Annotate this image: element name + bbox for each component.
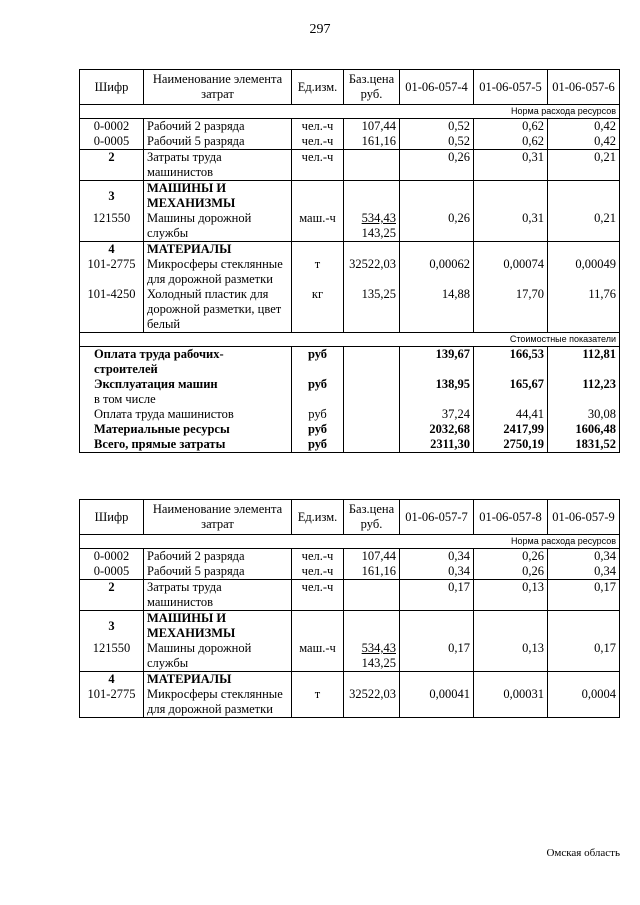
row-value-2: 0,31 [474,211,548,242]
row-code: 0-0005 [80,564,144,580]
row-value-3: 0,34 [548,564,620,580]
row-unit: кг [292,287,344,333]
summary-unit: руб [292,347,344,378]
row-price: 534,43 143,25 [344,211,400,242]
row-price: 32522,03 [344,687,400,718]
row-code: 121550 [80,211,144,242]
row-price: 107,44 [344,549,400,565]
table-row [80,287,620,333]
header-col-2: 01-06-057-5 [474,70,548,105]
row-name: Рабочий 5 разряда [144,564,292,580]
row-name: Затраты труда машинистов [144,150,292,181]
page-number: 297 [309,22,331,37]
summary-name: Оплата труда машинистов [80,407,292,422]
section-row [80,181,620,212]
row-value-2: 0,26 [474,549,548,565]
cost-indicators-row [80,333,620,347]
summary-value-2: 165,67 [474,377,548,407]
row-unit: чел.-ч [292,564,344,580]
section-row [80,672,620,688]
table-row [80,687,620,718]
row-name: Микросферы стеклянные для дорожной разметки [144,687,292,718]
section-title: МАШИНЫ И МЕХАНИЗМЫ [144,181,292,212]
summary-row [80,422,620,437]
header-unit: Ед.изм. [292,500,344,535]
row-value-2: 0,62 [474,119,548,135]
row-value-2: 0,13 [474,580,548,611]
row-value-3: 11,76 [548,287,620,333]
row-price: 135,25 [344,287,400,333]
header-name: Наименование элемента затрат [144,70,292,105]
summary-value-1: 139,67 [400,347,474,378]
section-row [80,242,620,258]
norm-row [80,105,620,119]
header-col-2: 01-06-057-8 [474,500,548,535]
cost-label: Стоимостные показатели [80,333,620,347]
row-code: 121550 [80,641,144,672]
norm-label: Норма расхода ресурсов [80,535,620,549]
table-row [80,119,620,135]
summary-value-3: 1606,48 [548,422,620,437]
row-unit: чел.-ч [292,580,344,611]
row-value-1: 0,17 [400,580,474,611]
row-unit: чел.-ч [292,150,344,181]
norm-row [80,535,620,549]
row-value-1: 0,34 [400,549,474,565]
summary-row [80,437,620,453]
header-unit: Ед.изм. [292,70,344,105]
row-code: 101-2775 [80,687,144,718]
row-code: 0-0002 [80,119,144,135]
summary-value-2: 44,41 [474,407,548,422]
summary-unit: руб [292,377,344,407]
summary-row [80,347,620,378]
row-value-2: 0,00074 [474,257,548,287]
row-value-1: 14,88 [400,287,474,333]
summary-value-3: 1831,52 [548,437,620,453]
row-code: 101-4250 [80,287,144,333]
header-code: Шифр [80,70,144,105]
table-row [80,641,620,672]
row-unit: т [292,257,344,287]
row-name: Рабочий 5 разряда [144,134,292,150]
summary-value-2: 2417,99 [474,422,548,437]
row-code: 0-0005 [80,134,144,150]
row-value-1: 0,52 [400,134,474,150]
table-row [80,257,620,287]
row-unit: т [292,687,344,718]
row-value-1: 0,34 [400,564,474,580]
row-name: Затраты труда машинистов [144,580,292,611]
table-header-row [80,70,620,105]
row-price [344,150,400,181]
row-value-2: 0,13 [474,641,548,672]
section-code: 3 [80,611,144,642]
row-code: 2 [80,150,144,181]
row-name: Машины дорожной службы [144,641,292,672]
section-title: МАТЕРИАЛЫ [144,672,292,688]
row-value-3: 0,00049 [548,257,620,287]
summary-value-1: 2311,30 [400,437,474,453]
row-code: 101-2775 [80,257,144,287]
row-value-2: 0,31 [474,150,548,181]
header-col-3: 01-06-057-9 [548,500,620,535]
row-unit: чел.-ч [292,549,344,565]
row-value-3: 0,17 [548,641,620,672]
row-name: Микросферы стеклянные для дорожной разметки [144,257,292,287]
row-price [344,580,400,611]
header-col-1: 01-06-057-7 [400,500,474,535]
row-price: 161,16 [344,564,400,580]
header-col-3: 01-06-057-6 [548,70,620,105]
row-value-2: 0,00031 [474,687,548,718]
row-name: Машины дорожной службы [144,211,292,242]
summary-unit: руб [292,407,344,422]
table-row [80,580,620,611]
row-value-1: 0,52 [400,119,474,135]
row-value-1: 0,26 [400,150,474,181]
summary-row [80,377,620,407]
summary-name: Эксплуатация машин в том числе [80,377,292,407]
section-code: 3 [80,181,144,212]
cost-table-1 [79,69,620,453]
row-code: 0-0002 [80,549,144,565]
row-name: Рабочий 2 разряда [144,119,292,135]
summary-value-1: 138,95 [400,377,474,407]
header-name: Наименование элемента затрат [144,500,292,535]
footer-region: Омская область [546,847,620,859]
section-title: МАШИНЫ И МЕХАНИЗМЫ [144,611,292,642]
table-row [80,211,620,242]
row-unit: маш.-ч [292,211,344,242]
row-value-1: 0,26 [400,211,474,242]
row-value-1: 0,00062 [400,257,474,287]
row-price: 32522,03 [344,257,400,287]
row-name: Рабочий 2 разряда [144,549,292,565]
row-value-3: 0,17 [548,580,620,611]
table-header-row [80,500,620,535]
table-row [80,134,620,150]
summary-value-2: 166,53 [474,347,548,378]
row-price: 534,43 143,25 [344,641,400,672]
table-row [80,564,620,580]
row-value-1: 0,00041 [400,687,474,718]
summary-value-2: 2750,19 [474,437,548,453]
row-price: 107,44 [344,119,400,135]
table-row [80,549,620,565]
row-value-2: 0,26 [474,564,548,580]
summary-value-1: 2032,68 [400,422,474,437]
summary-value-3: 112,23 [548,377,620,407]
summary-value-3: 30,08 [548,407,620,422]
row-unit: чел.-ч [292,119,344,135]
row-value-3: 0,42 [548,134,620,150]
row-unit: маш.-ч [292,641,344,672]
cost-table-2 [79,499,620,718]
table-row [80,150,620,181]
header-code: Шифр [80,500,144,535]
header-base-price: Баз.цена руб. [344,70,400,105]
summary-name: Оплата труда рабочих- строителей [80,347,292,378]
row-value-3: 0,21 [548,150,620,181]
row-unit: чел.-ч [292,134,344,150]
summary-name: Материальные ресурсы [80,422,292,437]
summary-unit: руб [292,422,344,437]
section-row [80,611,620,642]
row-value-2: 17,70 [474,287,548,333]
section-title: МАТЕРИАЛЫ [144,242,292,258]
header-base-price: Баз.цена руб. [344,500,400,535]
row-value-3: 0,42 [548,119,620,135]
summary-value-3: 112,81 [548,347,620,378]
section-code: 4 [80,672,144,688]
section-code: 4 [80,242,144,258]
row-value-3: 0,0004 [548,687,620,718]
summary-row [80,407,620,422]
summary-name: Всего, прямые затраты [80,437,292,453]
row-value-2: 0,62 [474,134,548,150]
row-price: 161,16 [344,134,400,150]
summary-unit: руб [292,437,344,453]
row-code: 2 [80,580,144,611]
summary-value-1: 37,24 [400,407,474,422]
row-value-3: 0,21 [548,211,620,242]
row-value-1: 0,17 [400,641,474,672]
row-value-3: 0,34 [548,549,620,565]
row-name: Холодный пластик для дорожной разметки, цвет белый [144,287,292,333]
norm-label: Норма расхода ресурсов [80,105,620,119]
header-col-1: 01-06-057-4 [400,70,474,105]
